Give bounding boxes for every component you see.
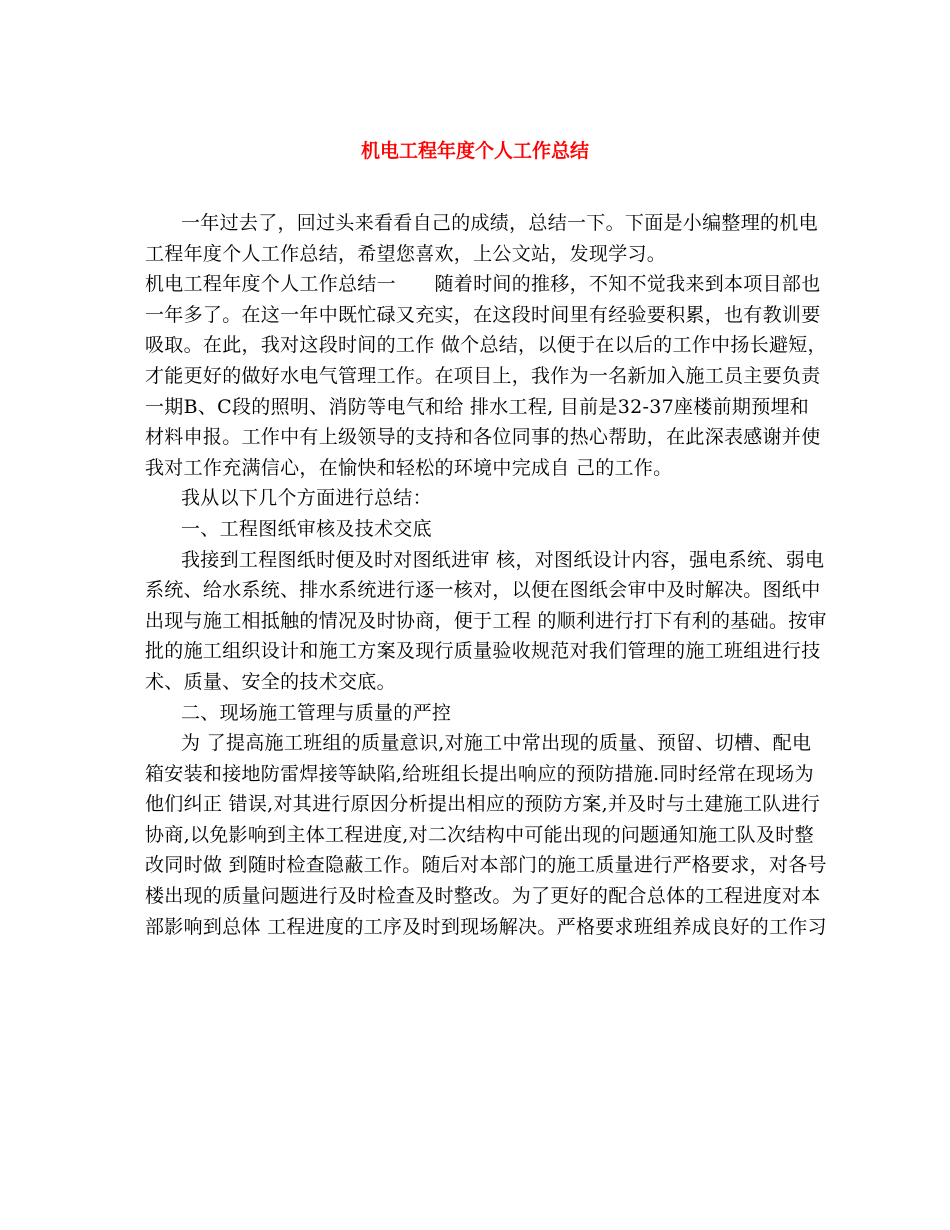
text-line: 才能更好的做好水电气管理工作。在项目上，我作为一名新加入施工员主要负责 xyxy=(145,364,821,387)
text-line: 他们纠正 错误,对其进行原因分析提出相应的预防方案,并及时与土建施工队进行 xyxy=(145,793,821,816)
text-line: 为 了提高施工班组的质量意识,对施工中常出现的质量、预留、切槽、配电 xyxy=(181,732,812,755)
text-line: 术、质量、安全的技术交底。 xyxy=(145,670,396,693)
text-line: 一、工程图纸审核及技术交底 xyxy=(181,517,432,540)
text-line: 我从以下几个方面进行总结： xyxy=(181,487,432,510)
text-line: 出现与施工相抵触的情况及时协商，便于工程 的顺利进行打下有利的基础。按审 xyxy=(145,609,827,632)
text-line: 楼出现的质量问题进行及时检查及时整改。为了更好的配合总体的工程进度对本 xyxy=(145,885,821,908)
text-line: 我接到工程图纸时便及时对图纸进审 核，对图纸设计内容，强电系统、弱电 xyxy=(181,548,825,571)
text-line: 箱安装和接地防雷焊接等缺陷,给班组长提出响应的预防措施.同时经常在现场为 xyxy=(145,762,814,785)
text-line: 系统、给水系统、排水系统进行逐一核对，以便在图纸会审中及时解决。图纸中 xyxy=(145,579,821,602)
document-body xyxy=(145,208,827,942)
text-line: 改同时做 到随时检查隐蔽工作。随后对本部门的施工质量进行严格要求，对各号 xyxy=(145,854,827,877)
text-line: 工程年度个人工作总结，希望您喜欢，上公文站，发现学习。 xyxy=(145,242,667,265)
text-line: 吸取。在此，我对这段时间的工作 做个总结，以便于在以后的工作中扬长避短， xyxy=(145,334,827,357)
text-line: 部影响到总体 工程进度的工序及时到现场解决。严格要求班组养成良好的工作习 xyxy=(145,915,827,938)
text-line: 材料申报。工作中有上级领导的支持和各位同事的热心帮助，在此深表感谢并使 xyxy=(145,426,821,449)
text-line: 批的施工组织设计和施工方案及现行质量验收规范对我们管理的施工班组进行技 xyxy=(145,640,821,663)
text-line: 一年多了。在这一年中既忙碌又充实，在这段时间里有经验要积累，也有教训要 xyxy=(145,303,821,326)
text-line: 一期B、C段的照明、消防等电气和给 排水工程, 目前是32-37座楼前期预埋和 xyxy=(145,395,810,418)
text-line: 我对工作充满信心，在愉快和轻松的环境中完成自 己的工作。 xyxy=(145,456,673,479)
text-line: 一年过去了，回过头来看看自己的成绩，总结一下。下面是小编整理的机电 xyxy=(181,212,818,234)
text-line: 协商,以免影响到主体工程进度,对二次结构中可能出现的问题通知施工队及时整 xyxy=(145,823,814,846)
text-line: 二、现场施工管理与质量的严控 xyxy=(181,701,452,724)
text-line: 机电工程年度个人工作总结一 随着时间的推移，不知不觉我来到本项目部也 xyxy=(145,273,821,296)
document-title: 机电工程年度个人工作总结 xyxy=(360,140,589,162)
